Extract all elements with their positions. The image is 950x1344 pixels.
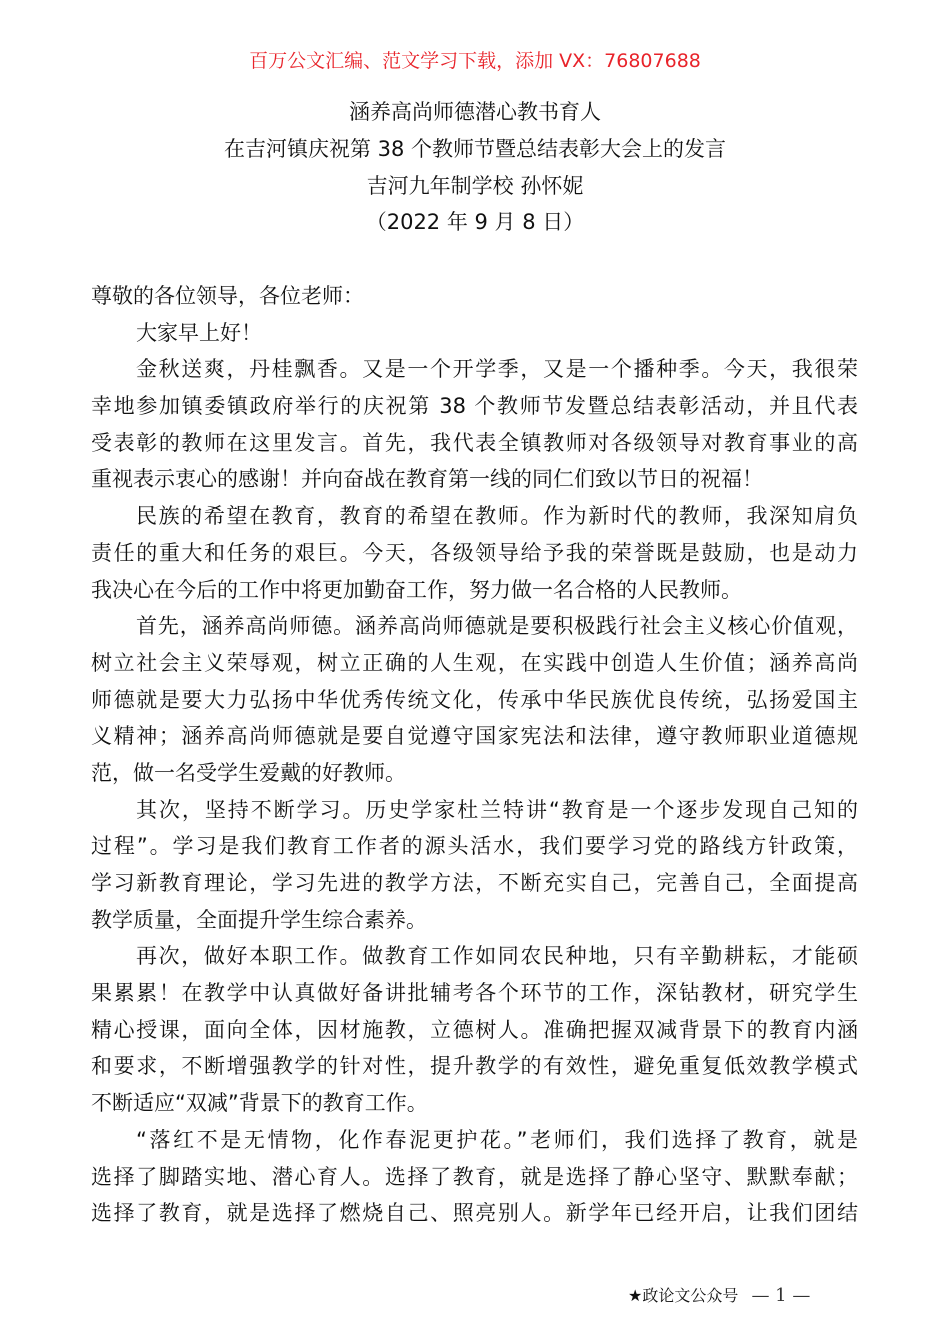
text-line: 不断适应“双减”背景下的教育工作。: [91, 1091, 428, 1116]
text-line: 民族的希望在教育，教育的希望在教师。作为新时代的教师，我深知肩负: [136, 504, 858, 529]
document-author: 吉河九年制学校 孙怀妮: [366, 174, 584, 198]
page-number: — 1 —: [751, 1285, 811, 1306]
page-footer: [628, 1283, 810, 1306]
paragraph: [91, 1122, 858, 1232]
paragraph: [91, 498, 858, 608]
paragraph: [91, 608, 858, 791]
text-line: 受表彰的教师在这里发言。首先，我代表全镇教师对各级领导对教育事业的高: [91, 430, 858, 455]
text-line: 再次，做好本职工作。做教育工作如同农民种地，只有辛勤耕耘，才能硕: [136, 944, 858, 969]
paragraph: [91, 351, 858, 498]
text-line: 师德就是要大力弘扬中华优秀传统文化，传承中华民族优良传统，弘扬爱国主: [91, 687, 858, 712]
promo-banner: 百万公文汇编、范文学习下载，添加 VX：76807688: [249, 50, 701, 72]
text-line: 尊敬的各位领导，各位老师：: [91, 284, 364, 308]
text-line: 选择了教育，就是选择了燃烧自己、照亮别人。新学年已经开启，让我们团结: [91, 1201, 858, 1226]
paragraph: [91, 938, 858, 1121]
text-line: 果累累！在教学中认真做好备讲批辅考各个环节的工作，深钻教材，研究学生: [91, 981, 858, 1006]
text-line: 选择了脚踏实地、潜心育人。选择了教育，就是选择了静心坚守、默默奉献；: [91, 1164, 858, 1189]
paragraph: [91, 792, 858, 939]
text-line: 学习新教育理论，学习先进的教学方法，不断充实自己，完善自己，全面提高: [91, 871, 858, 895]
text-line: 首先，涵养高尚师德。涵养高尚师德就是要积极践行社会主义核心价值观，: [136, 614, 858, 639]
text-line: 教学质量，全面提升学生综合素养。: [91, 907, 427, 932]
text-line: “落红不是无情物，化作春泥更护花。”老师们，我们选择了教育，就是: [136, 1127, 858, 1152]
footer-source: ★政论文公众号: [628, 1286, 739, 1305]
document-body: [91, 278, 858, 1232]
text-line: 过程”。学习是我们教育工作者的源头活水，我们要学习党的路线方针政策，: [91, 834, 858, 859]
text-line: 树立社会主义荣辱观，树立正确的人生观，在实践中创造人生价值；涵养高尚: [91, 650, 858, 675]
text-line: 重视表示衷心的感谢！并向奋战在教育第一线的同仁们致以节日的祝福！: [91, 467, 763, 492]
paragraph: [91, 278, 858, 315]
paragraph: [91, 315, 858, 352]
text-line: 精心授课，面向全体，因材施教，立德树人。准确把握双减背景下的教育内涵: [91, 1017, 858, 1042]
text-line: 其次，坚持不断学习。历史学家杜兰特讲“教育是一个逐步发现自己知的: [136, 797, 858, 822]
text-line: 和要求，不断增强教学的针对性，提升教学的有效性，避免重复低效教学模式: [91, 1054, 858, 1079]
text-line: 幸地参加镇委镇政府举行的庆祝第 38 个教师节发暨总结表彰活动，并且代表: [91, 394, 858, 419]
document-subtitle: 在吉河镇庆祝第 38 个教师节暨总结表彰大会上的发言: [223, 137, 727, 161]
document-title: 涵养高尚师德潜心教书育人: [349, 100, 601, 124]
text-line: 范，做一名受学生爱戴的好教师。: [91, 760, 406, 785]
text-line: 责任的重大和任务的艰巨。今天，各级领导给予我的荣誉既是鼓励，也是动力: [91, 540, 858, 565]
text-line: 金秋送爽，丹桂飘香。又是一个开学季，又是一个播种季。今天，我很荣: [136, 357, 858, 382]
text-line: 大家早上好！: [136, 320, 262, 345]
document-date: （2022 年 9 月 8 日）: [365, 210, 585, 234]
text-line: 义精神；涵养高尚师德就是要自觉遵守国家宪法和法律，遵守教师职业道德规: [91, 724, 858, 749]
text-line: 我决心在今后的工作中将更加勤奋工作，努力做一名合格的人民教师。: [91, 577, 742, 602]
